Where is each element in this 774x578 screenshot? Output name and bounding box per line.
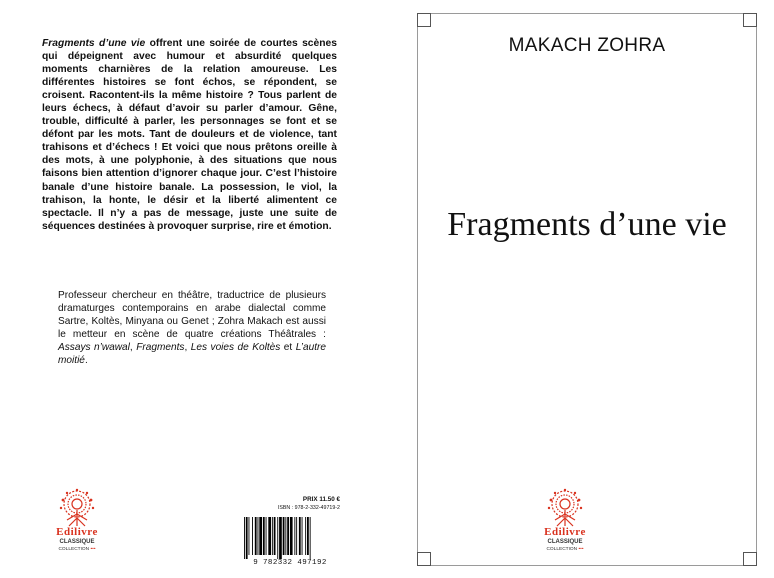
corner-ornament (743, 13, 757, 27)
bio-work-3: Les voies de Koltès (190, 342, 281, 354)
bio-sep-3: et (280, 342, 296, 354)
logo-brand: Edilivre (544, 526, 586, 538)
logo-line2-text: COLLECTION (58, 547, 90, 552)
publisher-logo (45, 488, 109, 556)
corner-ornament (743, 552, 757, 566)
barcode-bar (277, 517, 278, 559)
barcode-bar (252, 517, 253, 555)
barcode-bar (310, 517, 311, 559)
cover-frame (417, 13, 757, 566)
front-cover (417, 13, 758, 567)
bio-end: . (84, 355, 88, 367)
publisher-logo-front (533, 488, 597, 556)
logo-line2-text: COLLECTION (546, 547, 578, 552)
barcode-bar (259, 517, 262, 555)
barcode-bar (283, 517, 285, 555)
author-bio (58, 289, 326, 367)
barcode-bar (246, 517, 248, 559)
author-name: MAKACH ZOHRA (508, 35, 666, 56)
barcode-bar (290, 517, 293, 555)
barcode-bar (305, 517, 306, 555)
barcode-bar (266, 517, 267, 555)
barcode-bar (299, 517, 301, 555)
barcode-bar (287, 517, 289, 555)
logo-line1: CLASSIQUE (547, 539, 583, 545)
barcode-bar (279, 517, 282, 559)
barcode-bar (285, 517, 286, 555)
summary-title: Fragments d’une vie (42, 38, 146, 49)
logo-dots: ••• (90, 547, 96, 552)
bio-text: Professeur chercheur en théâtre, traductrice de plusieurs dramaturges contemporains en arabe dialectal comme Sartre, Koltès, Minyana ou Genet ; Zohra Makach est aussi le metteur en scène de quatre créations Théâtrales : (58, 290, 326, 341)
barcode-bar (258, 517, 259, 555)
tree-icon (45, 488, 109, 528)
barcode-bar (249, 517, 250, 555)
bio-work-4: L’autre moitié (58, 342, 327, 367)
logo-line1: CLASSIQUE (59, 539, 95, 545)
barcode-bar (268, 517, 271, 555)
tree-icon (533, 488, 597, 528)
barcode-digits: 9 782332 497192 (253, 559, 327, 567)
bio-work-2: Fragments (136, 342, 185, 354)
barcode-bar (272, 517, 273, 555)
corner-ornament (417, 13, 431, 27)
logo-dots: ••• (578, 547, 584, 552)
bio-sep-1: , (129, 342, 137, 354)
barcode-bar (294, 517, 295, 555)
summary-paragraph (42, 37, 337, 233)
barcode-bar (307, 517, 309, 555)
bio-sep-2: , (184, 342, 191, 354)
barcode-bar (296, 517, 297, 555)
barcode-bar (255, 517, 257, 555)
book-title: Fragments d’une vie (447, 206, 727, 243)
barcode-bar (263, 517, 265, 555)
corner-ornament (417, 552, 431, 566)
barcode-bar (302, 517, 303, 555)
isbn-label: ISBN : 978-2-332-49719-2 (277, 505, 340, 511)
barcode-icon (240, 515, 340, 563)
logo-line2 (45, 547, 109, 552)
summary-text: offrent une soirée de courtes scènes qui dépeignent avec humour et absurdité quelques moments charnières de la relation amoureuse. Les différentes histoires se font échos, se répondent, se croisent. Racontent-ils la même histoire ? Tous parlent de leurs échecs, à défaut d’avoir su parler d’amour. Gêne, trouble, difficulté à parler, les personnages se font et se défont par les mots. Tant de douleurs et de violence, tant trahisons et d’échecs ! Et voici que nous prêtons oreille à des mots, à une polyphonie, à des situations que nous faisons bien attention d’ignorer chaque jour. C’est l’histoire banale d’une histoire banale. La possession, le viol, la trahison, la honte, le désir et la liberté alimentent ce spectacle. Il n’y a pas de message, juste une suite de séquences destinées à provoquer surprise, rire et émotion. (42, 38, 337, 232)
logo-brand: Edilivre (56, 526, 98, 538)
price-label: PRIX 11.50 € (302, 496, 340, 503)
barcode-bar (274, 517, 276, 555)
barcode-bar (244, 517, 245, 559)
logo-line2 (533, 547, 597, 552)
bio-work-1: Assays n’wawal (58, 342, 130, 354)
